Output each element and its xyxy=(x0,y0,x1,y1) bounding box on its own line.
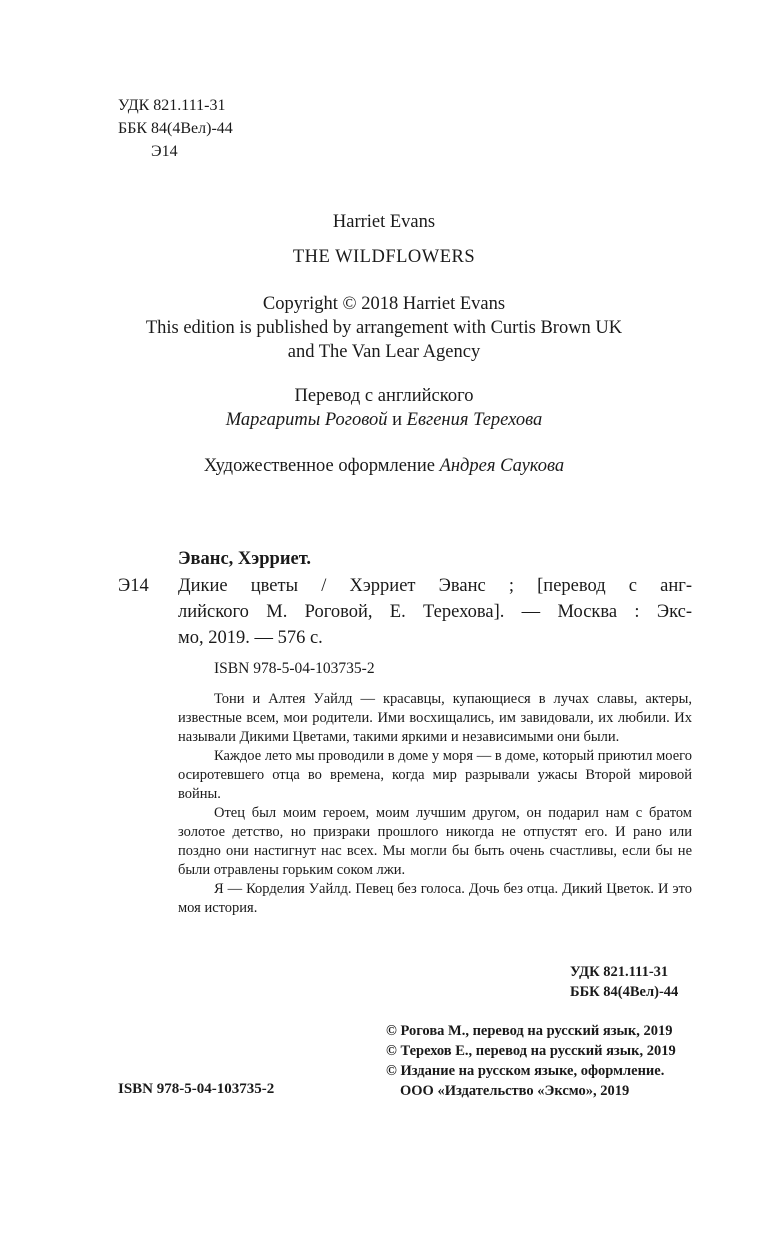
design-credit xyxy=(0,456,768,477)
abstract-bbk: ББК 84(4Вел)-44 xyxy=(570,984,679,1000)
classification-codes xyxy=(118,94,233,163)
footer-isbn: ISBN 978-5-04-103735-2 xyxy=(118,1081,275,1097)
abstract xyxy=(178,690,692,918)
catalog-sign: Э14 xyxy=(118,576,149,596)
rights-line-3: © Издание на русском языке, оформление. xyxy=(386,1063,665,1079)
bbk-code: ББК 84(4Вел)-44 xyxy=(118,120,233,137)
udk-code: УДК 821.111-31 xyxy=(118,97,226,114)
translators-conjunction: и xyxy=(392,410,403,430)
abstract-udk: УДК 821.111-31 xyxy=(570,964,669,980)
copyright-line: Copyright © 2018 Harriet Evans xyxy=(262,294,506,314)
original-title: THE WILDFLOWERS xyxy=(292,247,476,267)
translator-1: Маргариты Роговой xyxy=(225,410,388,430)
translation-label: Перевод с английского xyxy=(294,386,474,406)
rights-line-1: © Рогова М., перевод на русский язык, 2019 xyxy=(386,1023,673,1039)
author-sign: Э14 xyxy=(151,143,178,160)
catalog-line-2: лийского М. Роговой, Е. Терехова]. — Москва : Экс- xyxy=(178,602,692,622)
catalog-isbn: ISBN 978-5-04-103735-2 xyxy=(214,660,375,677)
arrangement-line-1: This edition is published by arrangement with Curtis Brown UK xyxy=(145,318,623,338)
rights-line-4: ООО «Издательство «Эксмо», 2019 xyxy=(400,1083,630,1099)
design-label: Художественное оформление xyxy=(203,456,435,476)
arrangement-line-2: and The Van Lear Agency xyxy=(287,342,481,362)
catalog-line-3: мо, 2019. — 576 с. xyxy=(178,628,323,648)
abstract-paragraph: Тони и Алтея Уайлд — красавцы, купающиеся в лучах славы, актеры, известные всем, мои родители. Ими восхищались, им завидовали, их любили. Их называли Дикими Цветами, такими яркими и независимыми они были. xyxy=(178,691,692,745)
original-author: Harriet Evans xyxy=(332,212,436,232)
translator-2: Евгения Терехова xyxy=(406,410,543,430)
translators xyxy=(0,410,768,431)
abstract-paragraph: Я — Корделия Уайлд. Певец без голоса. Дочь без отца. Дикий Цветок. И это моя история. xyxy=(178,881,692,916)
abstract-paragraph: Каждое лето мы проводили в доме у моря — в доме, который приютил моего осиротевшего отца во времена, когда мир разрывали ужасы Второй мировой войны. xyxy=(178,748,692,802)
catalog-heading: Эванс, Хэрриет. xyxy=(178,549,312,569)
abstract-paragraph: Отец был моим героем, моим лучшим другом, он подарил нам с братом золотое детство, но призраки прошлого никогда не отпустят его. И рано или поздно они настигнут нас всех. Мы могли бы быть очень счастливы, если бы не были отравлены горьким соком лжи. xyxy=(178,805,692,878)
catalog-line-1: Дикие цветы / Хэрриет Эванс ; [перевод с анг- xyxy=(178,576,692,596)
design-artist: Андрея Саукова xyxy=(439,456,565,476)
rights-line-2: © Терехов Е., перевод на русский язык, 2019 xyxy=(386,1043,676,1059)
